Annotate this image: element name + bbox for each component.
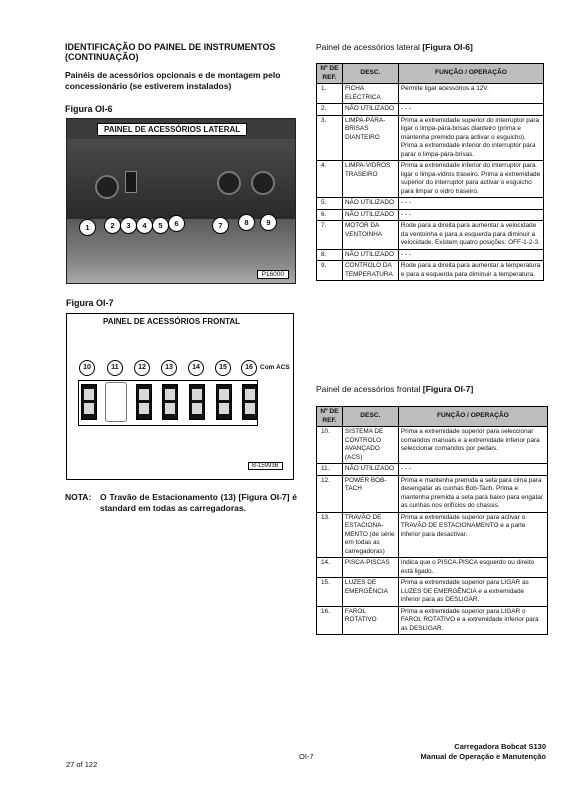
- section-subheading: Painéis de acessórios opcionais e de montagem pelo concessionário (se estiverem instalados): [65, 70, 281, 91]
- function-cell: Prima a extremidade inferior do interruptor para ligar o limpa-vidros traseiro. Prima a extremidade superior do interruptor para activar o esguicho para limpar o vidro traseiro.: [398, 161, 543, 198]
- footer-model: Carregadora Bobcat S130: [454, 742, 546, 751]
- ref-cell: 9.: [317, 261, 343, 281]
- side-panel-title: PAINEL DE ACESSÓRIOS LATERAL: [97, 123, 247, 136]
- page-count: 27 of 122: [66, 760, 98, 769]
- blank-slot: [105, 382, 127, 422]
- table-row: [317, 84, 544, 104]
- ref-cell: 2.: [317, 104, 343, 116]
- beacon-switch-icon: [242, 384, 258, 420]
- col-function: FUNÇÃO / OPERAÇÃO: [398, 64, 543, 84]
- callout-13: 13: [161, 360, 177, 376]
- function-cell: Prima a extremidade superior para activar o TRAVÃO DE ESTACIONAMENTO e a parte inferior para desactivar.: [398, 512, 547, 558]
- col-ref: Nº DE REF.: [317, 407, 343, 427]
- ref-cell: 14.: [317, 558, 343, 578]
- desc-cell: NÃO UTILIZADO: [342, 464, 398, 476]
- acs-label: Com ACS: [260, 364, 290, 371]
- ref-cell: 13.: [317, 512, 343, 558]
- function-cell: Indica que o PISCA-PISCA esquerdo ou direito está ligado.: [398, 558, 547, 578]
- table-row: [317, 115, 544, 161]
- desc-cell: NÃO UTILIZADO: [342, 249, 398, 261]
- page-code: OI-7: [299, 752, 314, 761]
- table-row: [317, 464, 548, 476]
- callout-11: 11: [107, 360, 123, 376]
- acs-switch-icon: [81, 384, 97, 420]
- desc-cell: CONTROLO DA TEMPERATURA: [342, 261, 398, 281]
- desc-cell: MOTOR DA VENTOINHA: [342, 221, 398, 250]
- section-heading: IDENTIFICAÇÃO DO PAINEL DE INSTRUMENTOS (CONTINUAÇÃO): [65, 42, 276, 62]
- table-row: [317, 606, 548, 635]
- table-row: [317, 512, 548, 558]
- callout-8: 8: [238, 214, 255, 231]
- desc-cell: FAROL ROTATIVO: [342, 606, 398, 635]
- desc-cell: NÃO UTILIZADO: [342, 209, 398, 221]
- front-panel-table: [316, 406, 548, 635]
- function-cell: Rode para a direita para aumentar a temperatura e para a esquerda para diminuir a temperatura.: [398, 261, 543, 281]
- table-row: [317, 475, 548, 512]
- ref-cell: 8.: [317, 249, 343, 261]
- col-ref: Nº DE REF.: [317, 64, 343, 84]
- table-row: [317, 427, 548, 464]
- table-row: [317, 221, 544, 250]
- function-cell: - - -: [398, 464, 547, 476]
- desc-cell: NÃO UTILIZADO: [342, 198, 398, 210]
- ref-cell: 16.: [317, 606, 343, 635]
- footer-manual: Manual de Operação e Manutenção: [420, 752, 546, 761]
- function-cell: Prima a extremidade superior para LIGAR as LUZES DE EMERGÊNCIA e a extremidade inferior para as DESLIGAR.: [398, 578, 547, 607]
- ref-cell: 10.: [317, 427, 343, 464]
- ref-cell: 4.: [317, 161, 343, 198]
- note-label: NOTA:: [65, 492, 92, 502]
- ref-cell: 7.: [317, 221, 343, 250]
- desc-cell: LUZES DE EMERGÊNCIA: [342, 578, 398, 607]
- function-cell: - - -: [398, 104, 543, 116]
- function-cell: Prima a extremidade superior para seleccionar comandos manuais e a extremidade inferior para seleccionar comandos por pedais.: [398, 427, 547, 464]
- callout-6: 6: [168, 215, 185, 232]
- function-cell: - - -: [398, 249, 543, 261]
- callout-3: 3: [120, 217, 137, 234]
- parking-brake-switch-icon: [162, 384, 178, 420]
- desc-cell: LIMPA-VIDROS TRASEIRO: [342, 161, 398, 198]
- ref-cell: 6.: [317, 209, 343, 221]
- function-cell: Prima a extremidade superior do interruptor para ligar o limpa-pára-brisas dianteiro (prima e mantenha premido para activar o esguicho). Prima a extremidade inferior do interruptor para parar o limpa-pára-brisas.: [398, 115, 543, 161]
- table-row: [317, 261, 544, 281]
- table-row: [317, 249, 544, 261]
- ref-cell: 1.: [317, 84, 343, 104]
- front-panel-code: B-15993B: [248, 462, 283, 470]
- desc-cell: PISCA-PISCAS: [342, 558, 398, 578]
- ref-cell: 5.: [317, 198, 343, 210]
- side-panel-photo: [66, 118, 296, 284]
- col-desc: DESC.: [342, 407, 398, 427]
- table-row: [317, 558, 548, 578]
- ref-cell: 11.: [317, 464, 343, 476]
- table-row: [317, 578, 548, 607]
- callout-9: 9: [260, 214, 277, 231]
- desc-cell: LIMPA-PÁRA-BRISAS DIANTEIRO: [342, 115, 398, 161]
- function-cell: Rode para a direita para aumentar a velocidade da ventoinha e para a esquerda para diminuir a velocidade. Existem quatro posições: OFF-1-2-3.: [398, 221, 543, 250]
- side-table-caption: Painel de acessórios lateral [Figura OI-6]: [316, 42, 473, 52]
- callout-16: 16: [241, 360, 257, 376]
- ref-cell: 3.: [317, 115, 343, 161]
- function-cell: Permite ligar acessórios a 12V.: [398, 84, 543, 104]
- function-cell: Prima a extremidade superior para LIGAR o FAROL ROTATIVO e a extremidade inferior para as DESLIGAR.: [398, 606, 547, 635]
- col-desc: DESC.: [342, 64, 398, 84]
- front-panel-title: PAINEL DE ACESSÓRIOS FRONTAL: [103, 317, 241, 326]
- callout-5: 5: [152, 217, 169, 234]
- table-row: [317, 198, 544, 210]
- hazard-switch-icon: [216, 384, 232, 420]
- ref-cell: 15.: [317, 578, 343, 607]
- callout-14: 14: [188, 360, 204, 376]
- desc-cell: NÃO UTILIZADO: [342, 104, 398, 116]
- ref-cell: 12.: [317, 475, 343, 512]
- desc-cell: TRAVÃO DE ESTACIONA-MENTO (de série em todas as carregadoras): [342, 512, 398, 558]
- side-panel-table: [316, 63, 544, 281]
- callout-2: 2: [104, 217, 121, 234]
- table-row: [317, 161, 544, 198]
- function-cell: Prima e mantenha premida a seta para cima para desengatar as cunhas Bob-Tach. Prima e mantenha premida a seta para baixo para engatar as cunhas nos orifícios do chassis.: [398, 475, 547, 512]
- bob-tach-switch-icon: [136, 384, 152, 420]
- callout-4: 4: [136, 217, 153, 234]
- callout-15: 15: [215, 360, 231, 376]
- col-function: FUNÇÃO / OPERAÇÃO: [398, 407, 547, 427]
- front-table-caption: Painel de acessórios frontal [Figura OI-7]: [316, 384, 474, 394]
- desc-cell: FICHA ELÉCTRICA: [342, 84, 398, 104]
- callout-12: 12: [134, 360, 150, 376]
- desc-cell: SISTEMA DE CONTROLO AVANÇADO (ACS): [342, 427, 398, 464]
- callout-10: 10: [79, 360, 95, 376]
- callout-1: 1: [79, 219, 96, 236]
- turn-signal-switch-icon: [189, 384, 205, 420]
- figure-7-label: Figura OI-7: [66, 298, 114, 308]
- front-panel-diagram: [66, 313, 294, 480]
- table-row: [317, 209, 544, 221]
- note-text: O Travão de Estacionamento (13) [Figura OI-7] é standard em todas as carregadoras.: [100, 492, 297, 513]
- function-cell: - - -: [398, 198, 543, 210]
- figure-6-label: Figura OI-6: [65, 104, 113, 114]
- desc-cell: POWER BOB-TACH: [342, 475, 398, 512]
- table-row: [317, 104, 544, 116]
- side-panel-code: P16000: [257, 270, 289, 279]
- callout-7: 7: [212, 217, 229, 234]
- function-cell: - - -: [398, 209, 543, 221]
